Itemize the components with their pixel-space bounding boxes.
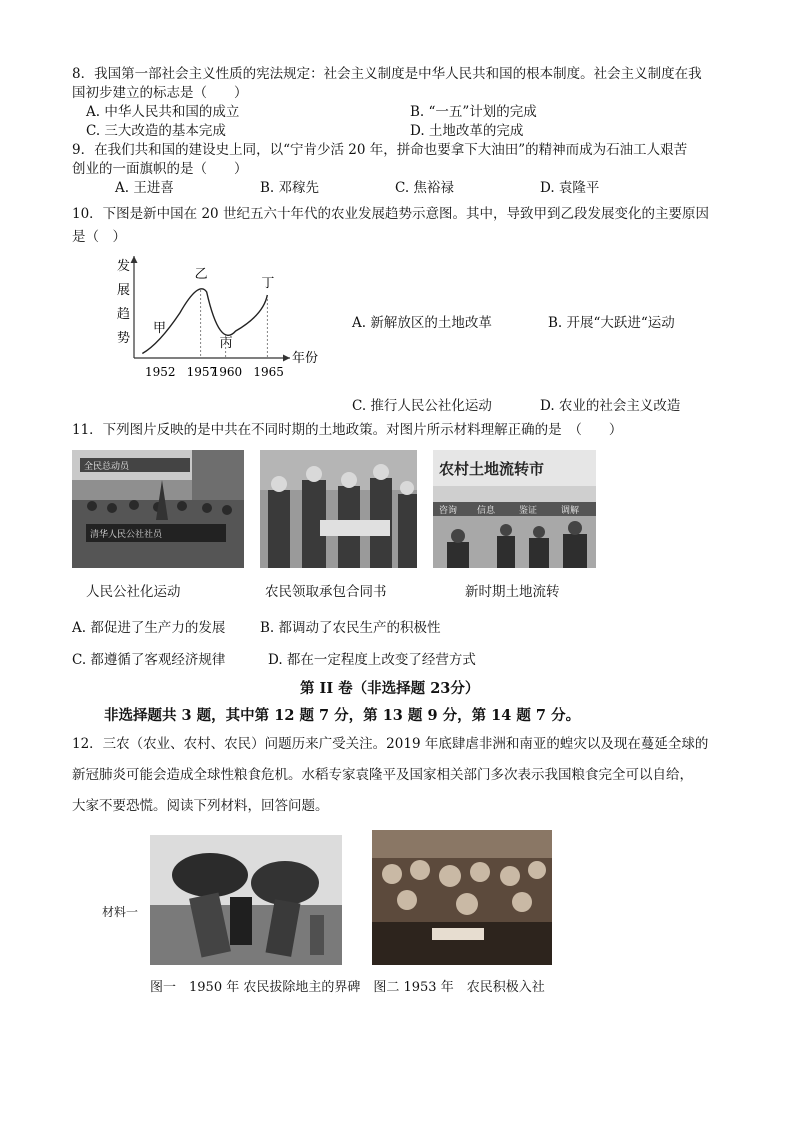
- chart-xlabel: 年份: [292, 351, 319, 366]
- q10-option-b: B. 开展“大跃进“运动: [548, 315, 675, 331]
- caption-photo-2: 农民领取承包合同书: [265, 584, 387, 600]
- q9-option-d: D. 袁隆平: [540, 180, 600, 196]
- agriculture-trend-chart: [110, 252, 330, 382]
- q10-option-a: A. 新解放区的土地改革: [352, 315, 492, 331]
- q8-option-b: B. “一五”计划的完成: [410, 104, 537, 120]
- chart-ylabel-2: 展: [117, 283, 131, 298]
- img3-tab-2: 信息: [477, 506, 496, 516]
- img3-tab-4: 调解: [561, 506, 580, 516]
- q10-stem-line2: 是（ ）: [72, 229, 126, 245]
- img3-sign-text: 农村土地流转市: [439, 460, 545, 478]
- img1-sign-text: 清华人民公社社员: [90, 530, 163, 540]
- q12-stem-line2: 新冠肺炎可能会造成全球性粮食危机。水稻专家袁隆平及国家相关部门多次表示我国粮食完全可以自给，: [72, 767, 693, 783]
- chart-point-label: 丙: [219, 336, 233, 351]
- chart-point-label: 乙: [194, 267, 208, 282]
- photo-joining-cooperative: [372, 830, 552, 965]
- img3-tab-3: 鉴证: [519, 506, 538, 516]
- chart-x-tick: 1965: [253, 365, 284, 379]
- chart-ylabel-4: 势: [117, 331, 131, 346]
- q11-option-d: D. 都在一定程度上改变了经营方式: [268, 652, 476, 668]
- q10-option-c: C. 推行人民公社化运动: [352, 398, 492, 414]
- chart-x-tick: 1957: [186, 365, 218, 379]
- photo-land-transfer-market: [433, 450, 596, 568]
- section-title: 第 II 卷（非选择题 23分）: [300, 680, 480, 697]
- section-subtitle: 非选择题共 3 题，其中第 12 题 7 分，第 13 题 9 分，第 14 题 7 分。: [104, 707, 581, 724]
- caption-photo-3: 新时期土地流转: [465, 584, 560, 600]
- photo-pulling-boundary-stone: [150, 835, 342, 965]
- q8-option-c: C. 三大改造的基本完成: [86, 123, 226, 139]
- photo-commune-movement: [72, 450, 244, 568]
- chart-ylabel-3: 趋: [117, 307, 131, 322]
- q10-stem-line1: 10．下图是新中国在 20 世纪五六十年代的农业发展趋势示意图。其中，导致甲到乙段发展变化的主要原因: [72, 206, 709, 222]
- q11-option-b: B. 都调动了农民生产的积极性: [260, 620, 441, 636]
- q12-stem-line1: 12．三农（农业、农村、农民）问题历来广受关注。2019 年底肆虐非洲和南亚的蝗灾以及现在蔓延全球的: [72, 736, 709, 752]
- q9-stem-line1: 9．在我们共和国的建设史上同，以“宁肯少活 20 年，拼命也要拿下大油田”的精神而成为石油工人艰苦: [72, 142, 688, 158]
- chart-ylabel-1: 发: [117, 259, 131, 274]
- q8-option-d: D. 土地改革的完成: [410, 123, 524, 139]
- q8-option-a: A. 中华人民共和国的成立: [86, 104, 240, 120]
- q8-stem-line2: 国初步建立的标志是（ ）: [72, 85, 248, 101]
- q9-option-b: B. 邓稼先: [260, 180, 320, 196]
- q9-option-c: C. 焦裕禄: [395, 180, 454, 196]
- q9-stem-line2: 创业的一面旗帜的是（ ）: [72, 161, 248, 177]
- q12-figure-caption: 图一 1950 年 农民拔除地主的界碑 图二 1953 年 农民积极入社: [150, 980, 545, 995]
- q11-option-a: A. 都促进了生产力的发展: [72, 620, 226, 636]
- q10-option-d: D. 农业的社会主义改造: [540, 398, 681, 414]
- q11-option-c: C. 都遵循了客观经济规律: [72, 652, 226, 668]
- material-one-label: 材料一: [102, 905, 139, 919]
- photo-contract-signing: [260, 450, 417, 568]
- chart-x-tick: 1952: [145, 365, 176, 379]
- img3-tab-1: 咨询: [439, 506, 458, 516]
- q11-stem: 11．下列图片反映的是中共在不同时期的土地政策。对图片所示材料理解正确的是 （ ）: [72, 422, 623, 438]
- img1-banner-text: 全民总动员: [84, 462, 130, 472]
- caption-photo-1: 人民公社化运动: [86, 584, 181, 600]
- chart-point-label: 丁: [261, 276, 275, 291]
- q8-stem-line1: 8．我国第一部社会主义性质的宪法规定：社会主义制度是中华人民共和国的根本制度。社会主义制度在我: [72, 66, 702, 82]
- chart-x-tick: 1960: [211, 365, 243, 379]
- q9-option-a: A. 王进喜: [115, 180, 174, 196]
- chart-point-label: 甲: [153, 321, 167, 336]
- q12-stem-line3: 大家不要恐慌。阅读下列材料，回答问题。: [72, 798, 329, 814]
